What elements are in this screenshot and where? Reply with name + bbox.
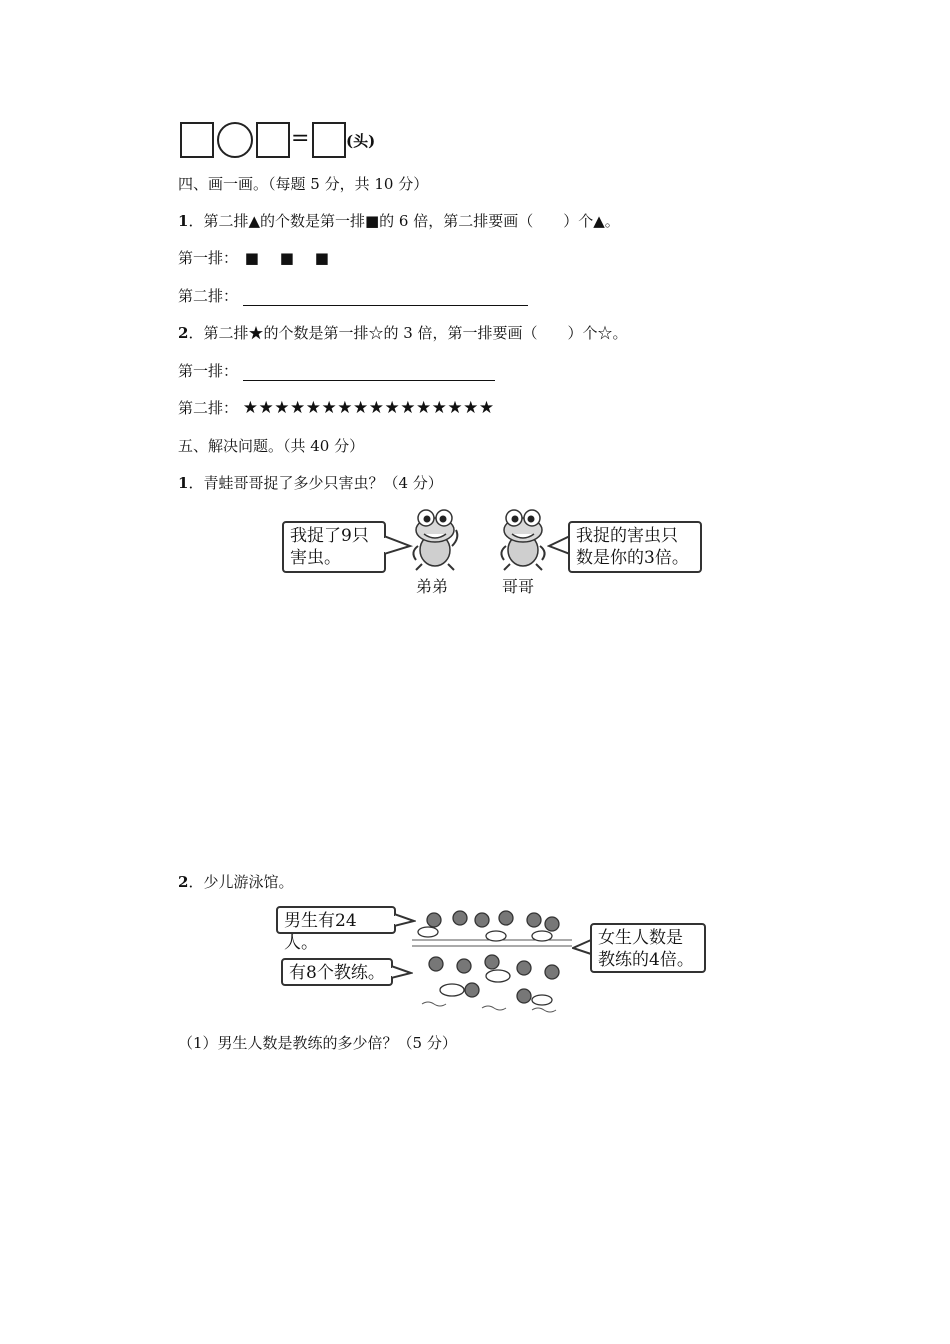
q1-text: ．第二排▲的个数是第一排■的 6 倍，第二排要画（ ）个▲。 <box>188 212 620 230</box>
speech-bubble-left <box>282 521 386 573</box>
square-symbol: ■ <box>244 249 259 267</box>
q1-text: ．青蛙哥哥捉了多少只害虫？（4 分） <box>188 474 443 492</box>
answer-box-2[interactable] <box>256 122 290 158</box>
section4-q2-row2 <box>178 398 495 418</box>
q2-number: 2 <box>178 324 189 342</box>
row-label: 第一排： <box>178 362 239 380</box>
bubble-line: 害虫。 <box>290 548 341 568</box>
row-label: 第二排： <box>178 399 239 417</box>
section4-q1-row1 <box>178 248 345 268</box>
label-older-brother: 哥哥 <box>502 577 535 596</box>
section4-q2-row1 <box>178 361 495 381</box>
bubble-line: 女生人数是 <box>598 928 683 948</box>
row-label: 第二排： <box>178 287 239 305</box>
section5-q1 <box>178 473 443 493</box>
section4-q2 <box>178 323 628 343</box>
q2-number: 2 <box>178 873 189 891</box>
speech-bubble-girls <box>590 923 706 973</box>
speech-bubble-coaches: 有8个教练。 <box>281 958 393 986</box>
unit-label: (头) <box>346 132 376 150</box>
speech-bubble-right <box>568 521 702 573</box>
section4-q1 <box>178 211 620 231</box>
section5-q2-sub1: （1）男生人数是教练的多少倍？（5 分） <box>178 1034 457 1052</box>
bubble-line: 数是你的3倍。 <box>576 548 689 568</box>
section5-title: 五、解决问题。（共 40 分） <box>178 437 365 455</box>
row-label: 第一排： <box>178 249 239 267</box>
square-symbol: ■ <box>279 249 294 267</box>
answer-box-3[interactable] <box>312 122 346 158</box>
section4-title: 四、画一画。（每题 5 分，共 10 分） <box>178 175 429 193</box>
swimming-children-image <box>412 904 572 1016</box>
q1-number: 1 <box>178 212 189 230</box>
equals-sign: = <box>291 126 310 151</box>
star-row: ★★★★★★★★★★★★★★★★ <box>242 398 495 418</box>
answer-box-1[interactable] <box>180 122 214 158</box>
drawing-line[interactable] <box>243 366 495 381</box>
bubble-line: 教练的4倍。 <box>598 950 694 970</box>
label-younger-brother: 弟弟 <box>416 577 449 596</box>
speech-bubble-boys: 男生有24人。 <box>276 906 396 934</box>
bubble-line: 我捉的害虫只 <box>576 526 678 546</box>
bubble-tail-coaches <box>391 964 413 982</box>
drawing-line[interactable] <box>243 291 528 306</box>
section5-q2 <box>178 872 293 892</box>
q1-number: 1 <box>178 474 189 492</box>
frog-icon <box>496 504 550 572</box>
q2-text: ．第二排★的个数是第一排☆的 3 倍，第一排要画（ ）个☆。 <box>188 324 628 342</box>
frog-icon <box>408 504 462 572</box>
bubble-line: 我捉了9只 <box>290 526 369 546</box>
q2-text: ．少儿游泳馆。 <box>188 873 294 891</box>
operator-circle[interactable] <box>217 122 253 158</box>
square-symbol: ■ <box>314 249 329 267</box>
bubble-tail-girls <box>572 938 592 958</box>
section4-q1-row2 <box>178 286 528 306</box>
